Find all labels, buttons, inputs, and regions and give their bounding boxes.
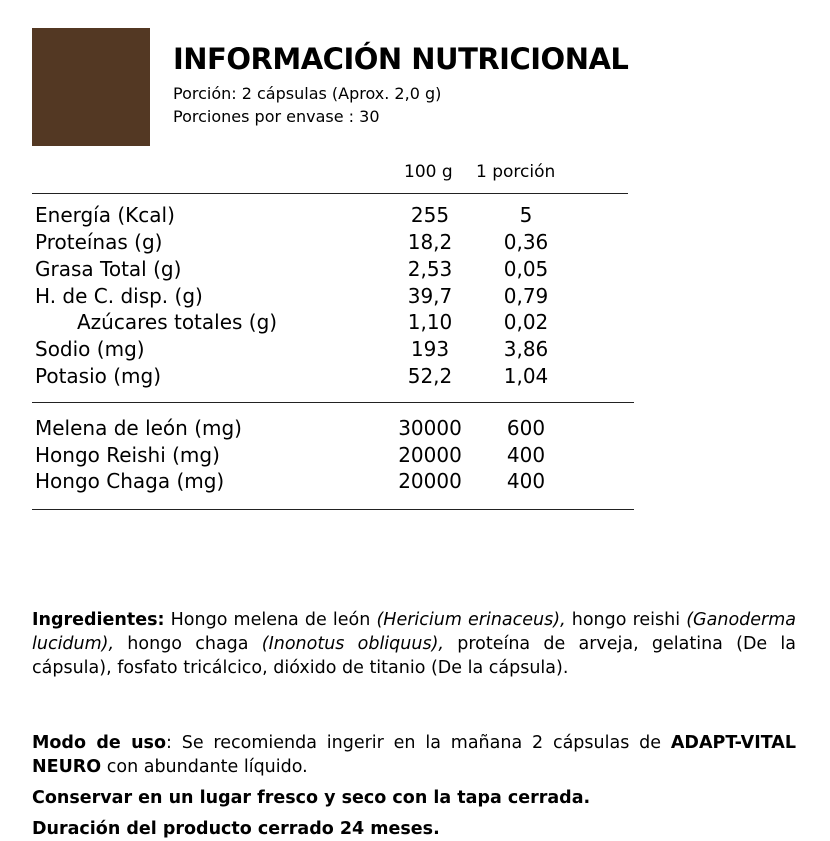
value-per-serving: 600 (506, 416, 546, 440)
value-per-100g: 30000 (398, 416, 462, 440)
ingredients-heading: Ingredientes: (32, 610, 165, 630)
table-row (0, 416, 830, 443)
extract-label: Hongo Reishi (mg) (35, 443, 220, 467)
table-row (0, 310, 830, 337)
value-per-serving: 3,86 (503, 337, 549, 361)
value-per-100g: 1,10 (407, 310, 453, 334)
value-per-100g: 20000 (398, 469, 462, 493)
table-row (0, 284, 830, 311)
value-per-serving: 400 (506, 469, 546, 493)
ingredients-text: hongo reishi (565, 610, 687, 630)
value-per-100g: 39,7 (407, 284, 453, 308)
product-name: ADAPT-VITAL NEURO (32, 733, 796, 777)
serving-size: Porción: 2 cápsulas (Aprox. 2,0 g) (173, 84, 442, 103)
shelf-life-note: Duración del producto cerrado 24 meses. (32, 819, 440, 839)
value-per-serving: 0,05 (503, 257, 549, 281)
nutrient-label: Sodio (mg) (35, 337, 145, 361)
nutrient-label: Azúcares totales (g) (77, 310, 278, 334)
value-per-100g: 52,2 (407, 364, 453, 388)
scientific-name: (Inonotus obliquus), (261, 634, 444, 654)
nutrient-label: Grasa Total (g) (35, 257, 182, 281)
storage-note: Conservar en un lugar fresco y seco con la tapa cerrada. (32, 788, 591, 808)
value-per-serving: 0,79 (503, 284, 549, 308)
value-per-serving: 5 (519, 203, 533, 227)
value-per-serving: 0,36 (503, 230, 549, 254)
header-divider (32, 193, 628, 194)
table-row (0, 203, 830, 230)
usage-text: con abundante líquido. (101, 757, 308, 777)
value-per-serving: 0,02 (503, 310, 549, 334)
table-bottom-divider (32, 509, 634, 510)
usage-text: : Se recomienda ingerir en la mañana 2 cápsulas de (166, 733, 671, 753)
column-header-serving: 1 porción (476, 162, 556, 182)
ingredients-text: hongo chaga (114, 634, 262, 654)
value-per-100g: 20000 (398, 443, 462, 467)
nutrient-label: Proteínas (g) (35, 230, 163, 254)
value-per-100g: 193 (410, 337, 450, 361)
ingredients-text: proteína de arveja, gelatina (De la cápsula), fosfato tricálcico, dióxido de titanio (De la cápsula). (32, 634, 797, 678)
column-header-100g: 100 g (404, 162, 453, 182)
value-per-100g: 2,53 (407, 257, 453, 281)
nutrient-label: Potasio (mg) (35, 364, 162, 388)
table-row (0, 364, 830, 391)
ingredients-text: Hongo melena de león (164, 610, 377, 630)
extract-label: Hongo Chaga (mg) (35, 469, 225, 493)
table-row (0, 469, 830, 496)
value-per-100g: 255 (410, 203, 450, 227)
scientific-name: (Hericium erinaceus), (376, 610, 566, 630)
table-row (0, 443, 830, 470)
nutrient-label: Energía (Kcal) (35, 203, 175, 227)
usage-paragraph (32, 731, 796, 779)
table-row (0, 230, 830, 257)
usage-heading: Modo de uso (32, 733, 166, 753)
servings-per-container: Porciones por envase : 30 (173, 107, 380, 126)
ingredients-paragraph (32, 608, 796, 680)
extract-label: Melena de león (mg) (35, 416, 242, 440)
section-divider (32, 402, 634, 403)
table-row (0, 257, 830, 284)
value-per-serving: 400 (506, 443, 546, 467)
brand-color-swatch (32, 28, 150, 146)
value-per-serving: 1,04 (503, 364, 549, 388)
scientific-name: (Ganoderma lucidum), (32, 610, 796, 654)
value-per-100g: 18,2 (407, 230, 453, 254)
table-row (0, 337, 830, 364)
page-title: INFORMACIÓN NUTRICIONAL (173, 42, 629, 76)
nutrient-label: H. de C. disp. (g) (35, 284, 203, 308)
